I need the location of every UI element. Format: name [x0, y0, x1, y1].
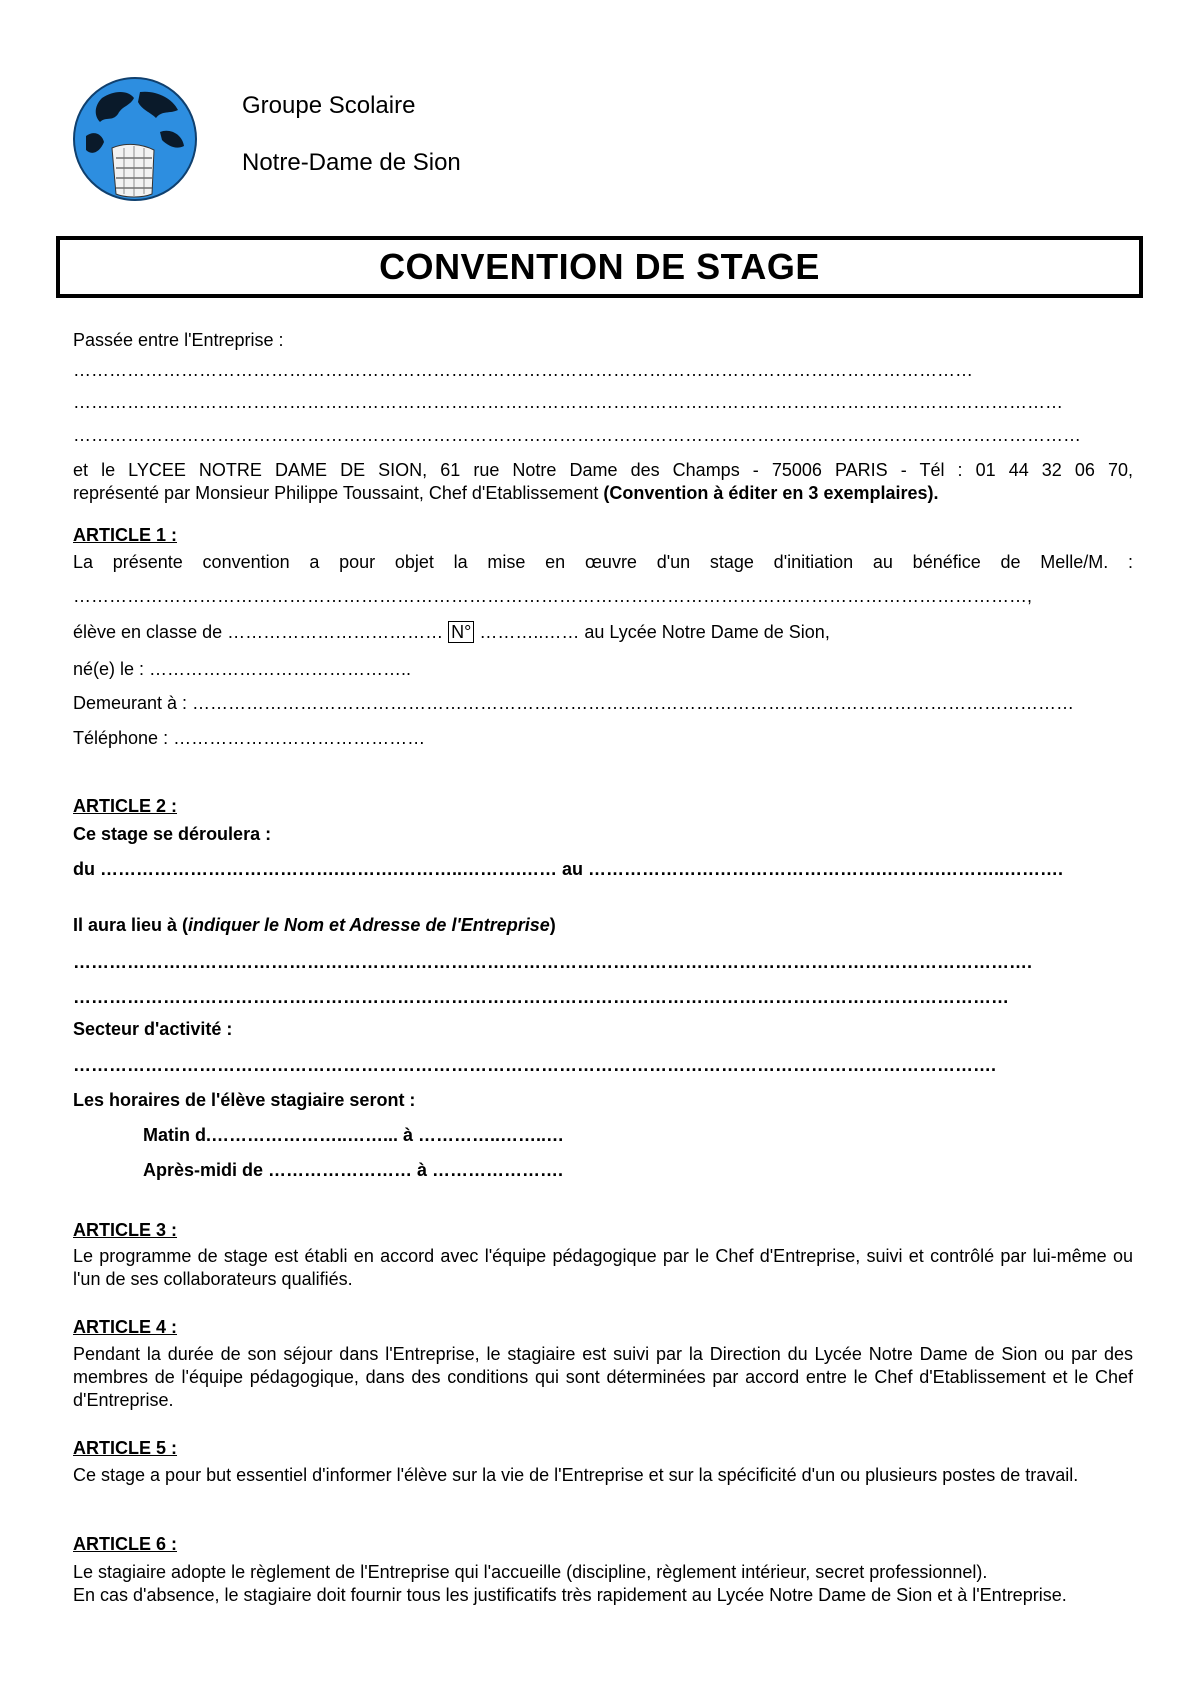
address-line[interactable]: Demeurant à : …………………………………………………………………………………………………………………………………: [73, 693, 1075, 713]
location-dots-line1[interactable]: …………………………………………………………………………………………………………………………………………….: [73, 952, 1033, 972]
dates-line[interactable]: du ………………………………….……….………..……….…… au ………………………………………….……….………..……….: [73, 859, 1064, 879]
school-name-line2: Notre-Dame de Sion: [242, 149, 461, 176]
company-dots-line3[interactable]: ……………………………………………………………………………………………………………………………………………………: [73, 425, 1081, 445]
intro-label: Passée entre l'Entreprise :: [73, 330, 284, 350]
location-dots-line2[interactable]: …………………………………………………………………………………………………………………………………………: [73, 987, 1009, 1007]
article3-heading: ARTICLE 3 :: [73, 1220, 178, 1240]
class-dots[interactable]: ………………………………: [227, 622, 449, 642]
lycee-line: et le LYCEE NOTRE DAME DE SION, 61 rue Notre Dame des Champs - 75006 PARIS - Tél : 01 44 32 06 70,: [73, 460, 1133, 480]
article1-line1: La présente convention a pour objet la mise en œuvre d'un stage d'initiation au bénéfice de Melle/M. :: [73, 552, 1133, 572]
article4-text: Pendant la durée de son séjour dans l'Entreprise, le stagiaire est suivi par la Direction du Lycée Notre Dame de Sion ou par des membres de l'équipe pédagogique, dans des conditions qui sont déterminées par accord entre le Chef d'Etablissement et le Chef d'Entreprise.: [73, 1344, 1133, 1410]
article4-heading: ARTICLE 4 :: [73, 1317, 178, 1337]
location-label-end: ): [549, 915, 556, 935]
location-label-start: Il aura lieu à (: [73, 915, 189, 935]
article5-text: Ce stage a pour but essentiel d'informer l'élève sur la vie de l'Entreprise et sur la spécificité d'un ou plusieurs postes de travail.: [73, 1465, 1079, 1485]
number-box: N°: [448, 621, 474, 643]
article6-text2: En cas d'absence, le stagiaire doit fournir tous les justificatifs très rapidement au Lycée Notre Dame de Sion et à l'Entreprise.: [73, 1585, 1067, 1605]
document-title: CONVENTION DE STAGE: [379, 246, 820, 287]
school-name-line1: Groupe Scolaire: [242, 92, 416, 119]
article2-heading: ARTICLE 2 :: [73, 796, 178, 816]
location-label: [73, 914, 556, 936]
sector-dots[interactable]: ……………………………………………………………………………………………………………………………………….: [73, 1055, 997, 1075]
afternoon-hours[interactable]: Après-midi de …………………… à ………………….: [143, 1160, 564, 1180]
article5-heading: ARTICLE 5 :: [73, 1438, 178, 1458]
globe-logo-icon: [72, 76, 198, 202]
represented-text: représenté par Monsieur Philippe Toussaint, Chef d'Etablissement: [73, 483, 604, 503]
sector-label: Secteur d'activité :: [73, 1019, 233, 1039]
article6-text1: Le stagiaire adopte le règlement de l'Entreprise qui l'accueille (discipline, règlement intérieur, secret professionnel).: [73, 1562, 988, 1582]
represented-note: (Convention à éditer en 3 exemplaires).: [603, 483, 939, 503]
number-dots[interactable]: ………..……: [474, 622, 580, 642]
student-name-dots[interactable]: ……………………………………………………………………………………………………………………………………………,: [73, 586, 1033, 606]
article6-heading: ARTICLE 6 :: [73, 1534, 178, 1554]
class-line: [73, 621, 830, 643]
company-dots-line1[interactable]: ……………………………………………………………………………………………………………………………………: [73, 360, 973, 380]
company-dots-line2[interactable]: …………………………………………………………………………………………………………………………………………………: [73, 392, 1063, 412]
location-label-italic: indiquer le Nom et Adresse de l'Entreprise: [188, 915, 550, 935]
article2-subheading: Ce stage se déroulera :: [73, 824, 272, 844]
class-label: élève en classe de: [73, 622, 228, 642]
article1-heading: ARTICLE 1 :: [73, 525, 178, 545]
birth-line[interactable]: né(e) le : ……………………………………..: [73, 659, 412, 679]
morning-hours[interactable]: Matin d.…………………..……... à …………..……..…: [143, 1125, 565, 1145]
hours-label: Les horaires de l'élève stagiaire seront :: [73, 1090, 416, 1110]
phone-line[interactable]: Téléphone : ……………………………………: [73, 728, 426, 748]
title-box: [56, 236, 1143, 298]
represented-line: [73, 482, 939, 504]
article3-text: Le programme de stage est établi en accord avec l'équipe pédagogique par le Chef d'Entreprise, suivi et contrôlé par lui-même ou l'un de ses collaborateurs qualifiés.: [73, 1246, 1133, 1289]
class-suffix: au Lycée Notre Dame de Sion,: [579, 622, 830, 642]
